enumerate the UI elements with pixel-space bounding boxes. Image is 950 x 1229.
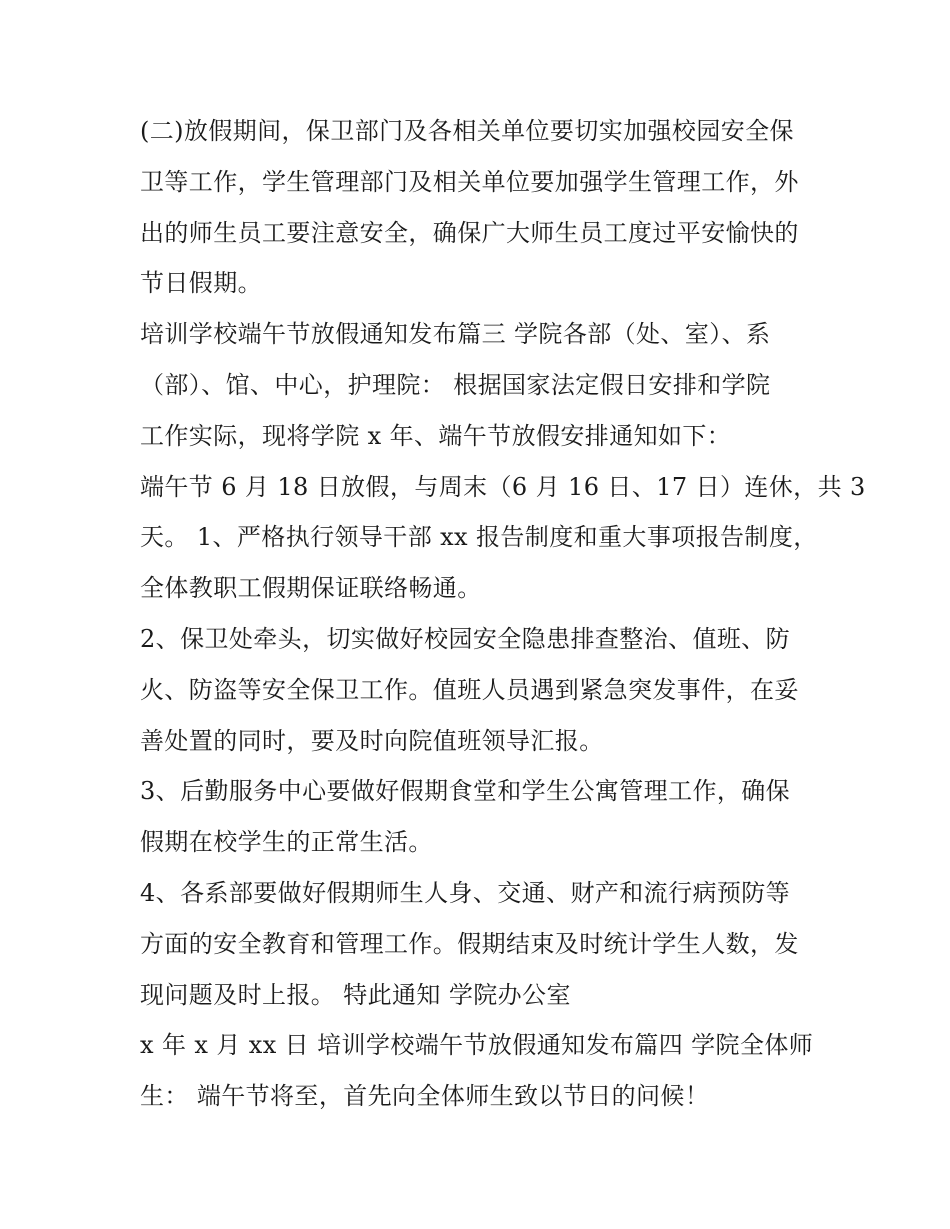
text-line: 假期在校学生的正常生活。 [140, 828, 433, 857]
text-line: 方面的安全教育和管理工作。假期结束及时统计学生人数，发 [140, 929, 799, 958]
text-line: 培训学校端午节放假通知发布篇三 学院各部（处、室）、系 [140, 320, 771, 349]
text-line: 火、防盗等安全保卫工作。值班人员遇到紧急突发事件，在妥 [140, 675, 799, 704]
text-line: 4、各系部要做好假期师生人身、交通、财产和流行病预防等 [140, 878, 791, 907]
text-line: （部）、馆、中心，护理院： 根据国家法定假日安排和学院 [140, 370, 771, 399]
text-line: (二)放假期间，保卫部门及各相关单位要切实加强校园安全保 [140, 117, 794, 145]
text-line: 2、保卫处牵头，切实做好校园安全隐患排查整治、值班、防 [140, 624, 791, 653]
text-line: 出的师生员工要注意安全，确保广大师生员工度过平安愉快的 [140, 218, 799, 247]
text-line: 端午节 6 月 18 日放假，与周末（6 月 16 日、17 日）连休，共 3 [140, 472, 866, 501]
text-line: 善处置的同时，要及时向院值班领导汇报。 [140, 726, 604, 755]
text-line: 现问题及时上报。 特此通知 学院办公室 [140, 980, 571, 1009]
text-line: 天。 1、严格执行领导干部 xx 报告制度和重大事项报告制度， [140, 523, 818, 552]
text-line: 工作实际，现将学院 x 年、端午节放假安排通知如下： [140, 421, 732, 450]
text-line: 全体教职工假期保证联络畅通。 [140, 574, 482, 603]
text-line: 生： 端午节将至，首先向全体师生致以节日的问候！ [140, 1082, 710, 1111]
text-line: 卫等工作，学生管理部门及相关单位要加强学生管理工作，外 [140, 167, 799, 196]
text-line: 节日假期。 [140, 269, 262, 298]
text-line: x 年 x 月 xx 日 培训学校端午节放假通知发布篇四 学院全体师 [140, 1031, 814, 1060]
document-page [140, 106, 866, 1122]
text-line: 3、后勤服务中心要做好假期食堂和学生公寓管理工作，确保 [140, 777, 791, 806]
